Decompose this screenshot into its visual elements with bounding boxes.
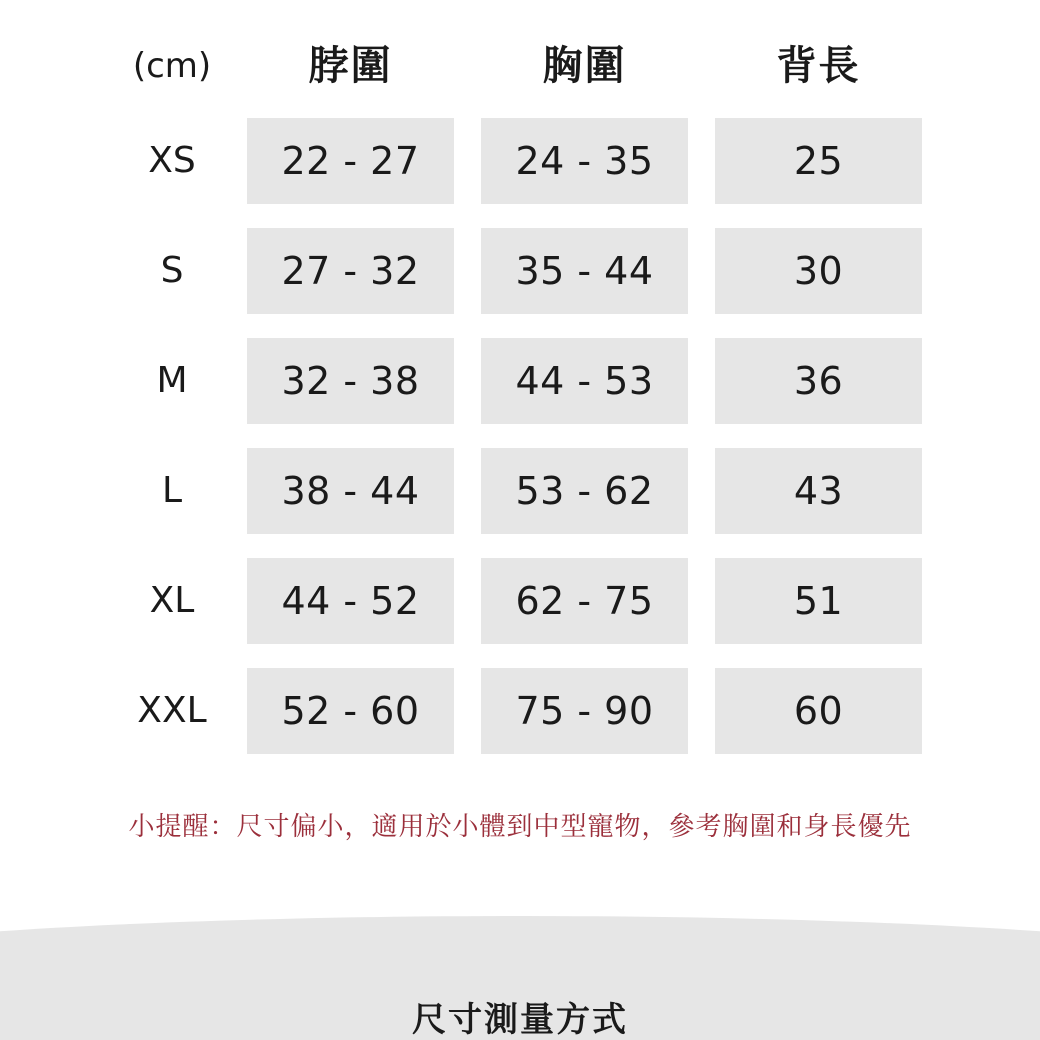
chest-cell-l: 53 - 62 — [481, 448, 688, 534]
back-length-cell-xl: 51 — [715, 558, 922, 644]
chest-cell-xs: 24 - 35 — [481, 118, 688, 204]
neck-cell-m: 32 - 38 — [247, 338, 454, 424]
neck-cell-l: 38 - 44 — [247, 448, 454, 534]
column-header-neck: 脖圍 — [308, 43, 393, 89]
column-header-chest: 胸圍 — [542, 43, 627, 89]
chest-cell-xxl: 75 - 90 — [481, 668, 688, 754]
neck-cell-s: 27 - 32 — [247, 228, 454, 314]
unit-label: (cm) — [132, 46, 212, 86]
size-label-s: S — [160, 250, 184, 291]
back-length-cell-xxl: 60 — [715, 668, 922, 754]
neck-cell-xxl: 52 - 60 — [247, 668, 454, 754]
neck-cell-xl: 44 - 52 — [247, 558, 454, 644]
size-label-m: M — [156, 360, 188, 401]
back-length-cell-l: 43 — [715, 448, 922, 534]
chest-cell-s: 35 - 44 — [481, 228, 688, 314]
chest-cell-m: 44 - 53 — [481, 338, 688, 424]
back-length-cell-s: 30 — [715, 228, 922, 314]
size-label-l: L — [161, 470, 183, 511]
size-label-xs: XS — [148, 140, 196, 181]
back-length-cell-xs: 25 — [715, 118, 922, 204]
size-label-xxl: XXL — [137, 690, 207, 731]
reminder-note: 小提醒：尺寸偏小，適用於小體到中型寵物，參考胸圍和身長優先 — [128, 812, 912, 842]
section-title-measurement: 尺寸測量方式 — [412, 1000, 628, 1040]
column-header-back-length: 背長 — [776, 43, 861, 89]
chest-cell-xl: 62 - 75 — [481, 558, 688, 644]
back-length-cell-m: 36 — [715, 338, 922, 424]
size-label-xl: XL — [149, 580, 195, 621]
neck-cell-xs: 22 - 27 — [247, 118, 454, 204]
